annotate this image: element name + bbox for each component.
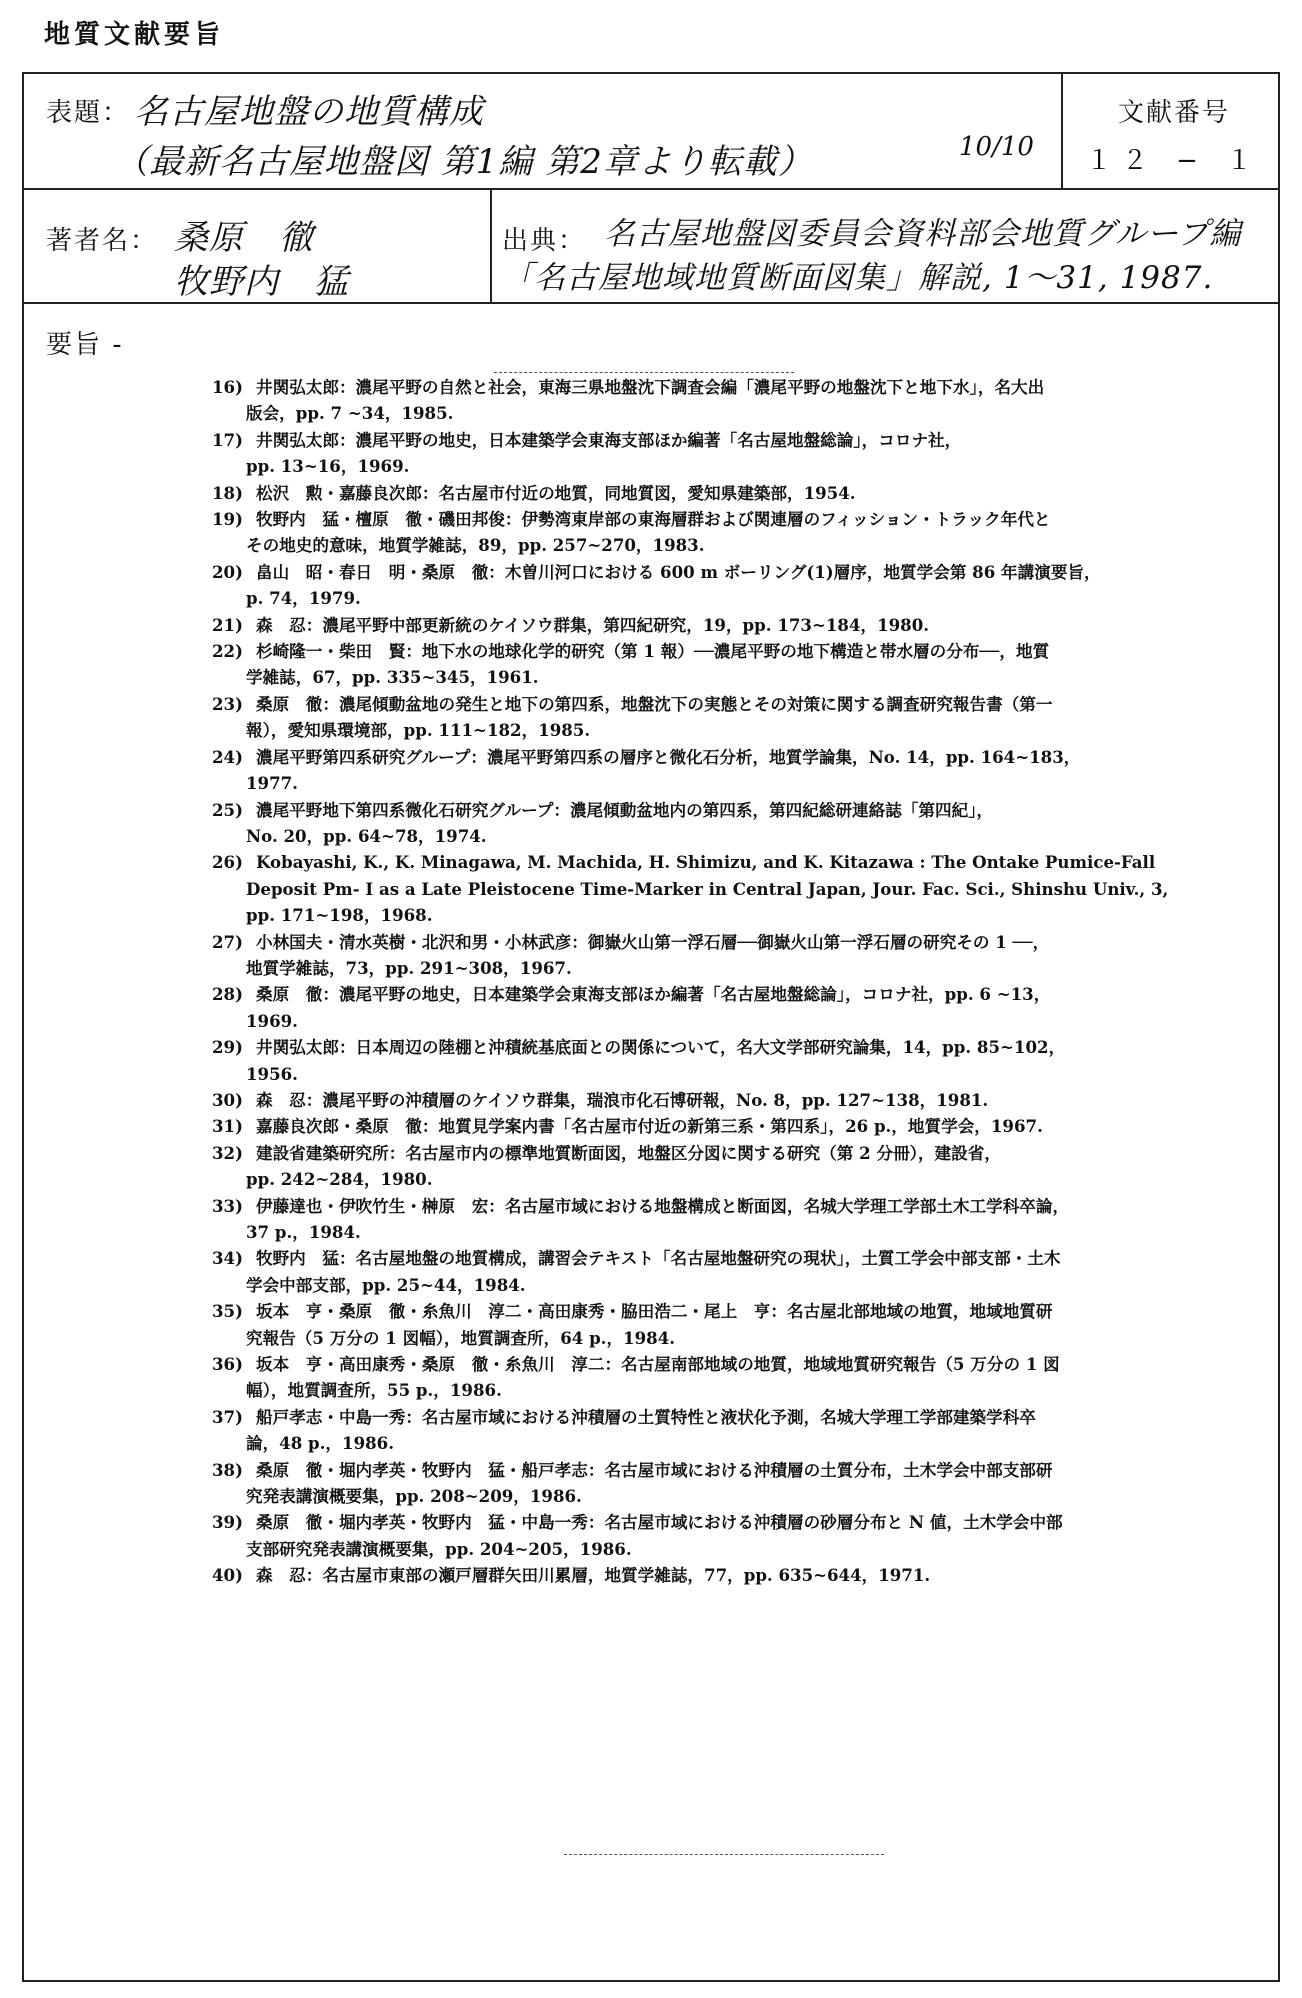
reference-text: 嘉藤良次郎・桑原 徹：地質見学案内書「名古屋市付近の新第三系・第四系」，26 p.，地質学会，1967. xyxy=(256,1116,1043,1137)
reference-text: 船戸孝志・中島一秀：名古屋市域における沖積層の土質特性と液状化予測，名城大学理工学部建築学科卒 xyxy=(256,1406,1036,1427)
reference-number: 32) xyxy=(212,1142,243,1163)
reference-continuation: 1977. xyxy=(246,773,298,794)
doc-number: １２ − １ xyxy=(1085,146,1263,176)
reference-text: 伊藤達也・伊吹竹生・榊原 宏：名古屋市域における地盤構成と断面図，名城大学理工学部土木工学科卒論， xyxy=(256,1195,1070,1216)
reference-number: 19) xyxy=(212,509,243,530)
reference-item xyxy=(212,480,1212,506)
reference-item xyxy=(212,744,1212,797)
reference-continuation: pp. 13~16，1969. xyxy=(246,456,410,477)
reference-item xyxy=(212,1087,1212,1113)
reference-text: 杉崎隆一・柴田 賢：地下水の地球化学的研究（第 1 報）──濃尾平野の地下構造と帯水層の分布──，地質 xyxy=(256,641,1050,662)
reference-item xyxy=(212,1193,1212,1246)
date-note: 10/10 xyxy=(959,132,1034,162)
reference-number: 31) xyxy=(212,1116,243,1137)
reference-item xyxy=(212,427,1212,480)
reference-item xyxy=(212,374,1212,427)
reference-continuation: 究発表講演概要集，pp. 208~209，1986. xyxy=(246,1486,582,1507)
reference-text: 井関弘太郎：濃尾平野の自然と社会，東海三県地盤沈下調査会編「濃尾平野の地盤沈下と地下水」，名大出 xyxy=(256,377,1045,397)
reference-number: 25) xyxy=(212,799,243,820)
reference-item xyxy=(212,981,1212,1034)
reference-number: 33) xyxy=(212,1195,243,1216)
reference-continuation: 版会，pp. 7 ~34，1985. xyxy=(246,403,454,424)
author-1: 桑原 徹 xyxy=(174,218,314,258)
doc-number-label: 文献番号 xyxy=(1117,98,1230,128)
reference-text: 建設省建築研究所：名古屋市内の標準地質断面図，地盤区分図に関する研究（第 2 分冊），建設省， xyxy=(256,1142,1001,1163)
reference-continuation: 1969. xyxy=(246,1010,298,1031)
reference-text: 畠山 昭・春日 明・桑原 徹：木曽川河口における 600 m ボーリング(1)層序，地質学会第 86 年講演要旨， xyxy=(256,561,1101,582)
document-frame xyxy=(22,72,1280,1982)
document-title: 地質文献要旨 xyxy=(44,20,225,50)
reference-text: 濃尾平野第四系研究グループ：濃尾平野第四系の層序と微化石分析，地質学論集，No. 14，pp. 164~183， xyxy=(256,746,1081,767)
reference-continuation: p. 74，1979. xyxy=(246,588,361,609)
reference-line xyxy=(212,1404,1212,1430)
reference-continuation: 学雑誌，67，pp. 335~345，1961. xyxy=(246,667,539,688)
reference-item xyxy=(212,691,1212,744)
reference-line xyxy=(212,506,1212,532)
reference-number: 21) xyxy=(212,614,243,635)
reference-text: Kobayashi, K., K. Minagawa, M. Machida, H. Shimizu, and K. Kitazawa : The Ontake Pumice-Fall xyxy=(256,852,1156,873)
reference-item xyxy=(212,1034,1212,1087)
reference-number: 16) xyxy=(212,377,243,397)
reference-text: 牧野内 猛・檀原 徹・磯田邦俊：伊勢湾東岸部の東海層群および関連層のフィッション・トラック年代と xyxy=(256,509,1051,530)
reference-line xyxy=(212,480,1212,506)
reference-line xyxy=(212,1351,1212,1377)
reference-item xyxy=(212,559,1212,612)
reference-line xyxy=(212,427,1212,453)
reference-item xyxy=(212,638,1212,691)
source-line1: 名古屋地盤図委員会資料部会地質グループ編 xyxy=(604,216,1242,252)
reference-continuation: pp. 242~284，1980. xyxy=(246,1169,433,1190)
reference-text: 森 忍：名古屋市東部の瀬戸層群矢田川累層，地質学雑誌，77，pp. 635~644，1971. xyxy=(256,1565,931,1586)
reference-line xyxy=(212,1245,1212,1271)
reference-text: 桑原 徹・堀内孝英・牧野内 猛・中島一秀：名古屋市域における沖積層の砂層分布と N 値，土木学会中部 xyxy=(256,1512,1063,1533)
reference-number: 23) xyxy=(212,693,243,714)
reference-continuation: No. 20，pp. 64~78，1974. xyxy=(246,825,487,846)
reference-item xyxy=(212,1509,1212,1562)
reference-continuation: 幅），地質調査所，55 p.，1986. xyxy=(246,1380,502,1401)
title-text-line2: （最新名古屋地盤図 第1編 第2章より転載） xyxy=(114,142,813,182)
reference-text: 坂本 亨・桑原 徹・糸魚川 淳二・高田康秀・脇田浩二・尾上 亨：名古屋北部地域の地質，地域地質研 xyxy=(256,1301,1053,1322)
title-row xyxy=(24,74,1278,190)
reference-line xyxy=(212,929,1212,955)
reference-line xyxy=(212,744,1212,770)
reference-item xyxy=(212,1404,1212,1457)
reference-number: 18) xyxy=(212,482,243,503)
reference-number: 29) xyxy=(212,1037,243,1058)
reference-number: 22) xyxy=(212,641,243,662)
reference-number: 26) xyxy=(212,852,243,873)
reference-line xyxy=(212,638,1212,664)
reference-continuation: 地質学雑誌，73，pp. 291~308，1967. xyxy=(246,957,572,978)
reference-continuation: Deposit Pm- I as a Late Pleistocene Time-Marker in Central Japan, Jour. Fac. Sci., Shinshu Univ., 3, xyxy=(246,878,1169,899)
reference-text: 森 忍：濃尾平野の沖積層のケイソウ群集，瑞浪市化石博研報，No. 8，pp. 127~138，1981. xyxy=(256,1089,989,1110)
reference-text: 小林国夫・清水英樹・北沢和男・小林武彦：御嶽火山第一浮石層──御嶽火山第一浮石層の研究その 1 ──， xyxy=(256,931,1050,952)
reference-number: 24) xyxy=(212,746,243,767)
reference-item xyxy=(212,929,1212,982)
reference-item xyxy=(212,849,1212,928)
reference-continuation: 学会中部支部，pp. 25~44，1984. xyxy=(246,1274,526,1295)
reference-number: 34) xyxy=(212,1248,243,1269)
scan-dash-bottom xyxy=(564,1854,884,1855)
reference-line xyxy=(212,1562,1212,1588)
reference-number: 30) xyxy=(212,1089,243,1110)
reference-continuation: pp. 171~198，1968. xyxy=(246,905,433,926)
reference-continuation: 究報告（5 万分の 1 図幅），地質調査所，64 p.，1984. xyxy=(246,1327,676,1348)
reference-item xyxy=(212,1457,1212,1510)
reference-item xyxy=(212,1562,1212,1588)
source-label: 出典： xyxy=(502,226,587,256)
reference-continuation: その地史的意味，地質学雑誌，89，pp. 257~270，1983. xyxy=(246,535,705,556)
source-line2: 「名古屋地域地質断面図集」解説, 1〜31, 1987. xyxy=(502,260,1214,296)
column-divider xyxy=(490,190,492,302)
reference-text: 桑原 徹：濃尾平野の地史，日本建築学会東海支部ほか編著「名古屋地盤総論」，コロナ社，pp. 6 ~13， xyxy=(256,984,1051,1005)
reference-number: 36) xyxy=(212,1354,243,1375)
reference-item xyxy=(212,1140,1212,1193)
reference-line xyxy=(212,981,1212,1007)
reference-line xyxy=(212,1509,1212,1535)
reference-text: 坂本 亨・高田康秀・桑原 徹・糸魚川 淳二：名古屋南部地域の地質，地域地質研究報告（5 万分の 1 図 xyxy=(256,1354,1060,1375)
reference-continuation: 37 p.，1984. xyxy=(246,1222,361,1242)
reference-item xyxy=(212,797,1212,850)
reference-number: 17) xyxy=(212,429,243,450)
reference-number: 40) xyxy=(212,1565,243,1586)
reference-list xyxy=(212,374,1212,1589)
reference-text: 桑原 徹：濃尾傾動盆地の発生と地下の第四系，地盤沈下の実態とその対策に関する調査研究報告書（第一 xyxy=(256,693,1053,714)
reference-line xyxy=(212,691,1212,717)
column-divider xyxy=(1061,74,1063,188)
author-source-row xyxy=(24,190,1278,304)
reference-number: 37) xyxy=(212,1406,243,1427)
reference-item xyxy=(212,1298,1212,1351)
title-text-line1: 名古屋地盤の地質構成 xyxy=(134,92,484,132)
reference-text: 松沢 勲・嘉藤良次郎：名古屋市付近の地質，同地質図，愛知県建築部，1954. xyxy=(256,482,856,503)
reference-item xyxy=(212,1113,1212,1139)
author-2: 牧野内 猛 xyxy=(174,262,349,302)
author-label: 著者名： xyxy=(46,226,159,256)
reference-number: 35) xyxy=(212,1301,243,1322)
reference-continuation: 報），愛知県環境部，pp. 111~182，1985. xyxy=(246,720,591,741)
reference-item xyxy=(212,1351,1212,1404)
reference-continuation: 1956. xyxy=(246,1063,298,1084)
reference-line xyxy=(212,559,1212,585)
reference-line xyxy=(212,1298,1212,1324)
reference-text: 濃尾平野地下第四系微化石研究グループ：濃尾傾動盆地内の第四系，第四紀総研連絡誌「第四紀」， xyxy=(256,799,994,820)
reference-text: 森 忍：濃尾平野中部更新統のケイソウ群集，第四紀研究，19，pp. 173~184，1980. xyxy=(256,614,930,635)
reference-text: 井関弘太郎：日本周辺の陸棚と沖積統基底面との関係について，名大文学部研究論集，14，pp. 85~102， xyxy=(256,1037,1066,1058)
reference-number: 20) xyxy=(212,561,243,582)
reference-line xyxy=(212,374,1212,400)
reference-continuation: 支部研究発表講演概要集，pp. 204~205，1986. xyxy=(246,1538,632,1559)
reference-line xyxy=(212,1457,1212,1483)
reference-line xyxy=(212,849,1212,875)
scan-dash-top xyxy=(494,372,794,373)
reference-line xyxy=(212,1034,1212,1060)
title-label: 表題： xyxy=(46,98,131,128)
reference-number: 28) xyxy=(212,984,243,1005)
reference-line xyxy=(212,797,1212,823)
reference-item xyxy=(212,1245,1212,1298)
reference-continuation: 論，48 p.，1986. xyxy=(246,1433,394,1454)
reference-text: 桑原 徹・堀内孝英・牧野内 猛・船戸孝志：名古屋市域における沖積層の土質分布，土木学会中部支部研 xyxy=(256,1459,1053,1480)
reference-line xyxy=(212,612,1212,638)
reference-line xyxy=(212,1113,1212,1139)
reference-number: 38) xyxy=(212,1459,243,1480)
abstract-label: 要旨 - xyxy=(46,330,124,360)
reference-text: 牧野内 猛：名古屋地盤の地質構成，講習会テキスト「名古屋地盤研究の現状」，土質工学会中部支部・土木 xyxy=(256,1248,1061,1269)
reference-text: 井関弘太郎：濃尾平野の地史，日本建築学会東海支部ほか編著「名古屋地盤総論」，コロナ社， xyxy=(256,429,962,450)
reference-item xyxy=(212,506,1212,559)
reference-line xyxy=(212,1193,1212,1219)
reference-item xyxy=(212,612,1212,638)
reference-number: 27) xyxy=(212,931,243,952)
reference-line xyxy=(212,1087,1212,1113)
reference-line xyxy=(212,1140,1212,1166)
reference-number: 39) xyxy=(212,1512,243,1533)
